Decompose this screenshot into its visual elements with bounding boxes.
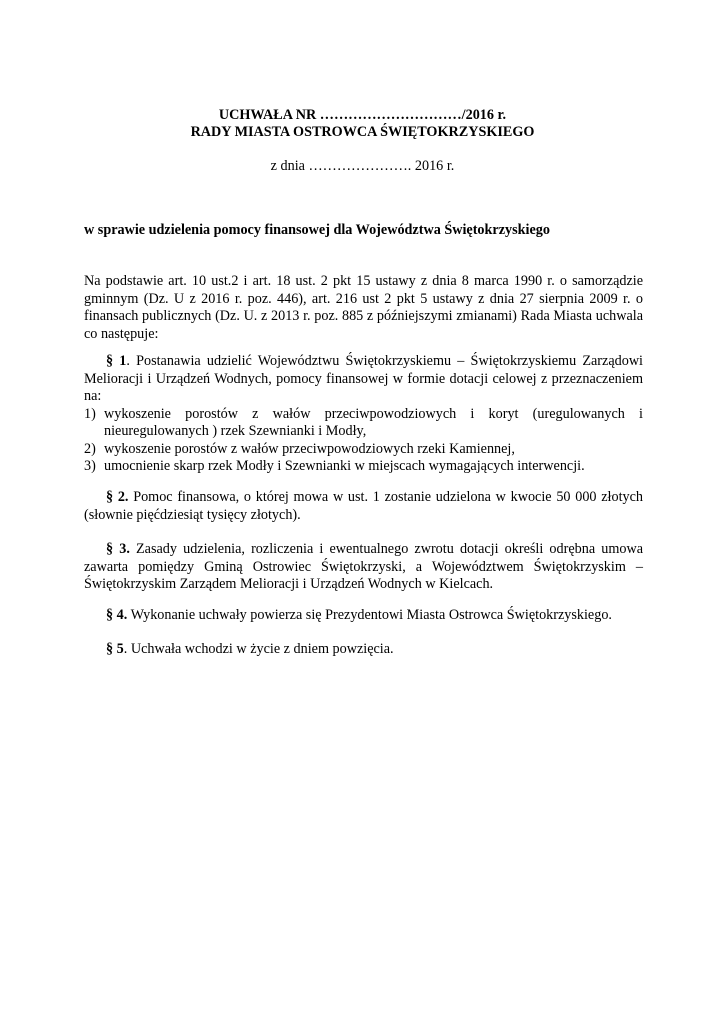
section-1-mark: § 1 (106, 353, 127, 369)
section-1-text (84, 353, 643, 406)
section-1 (84, 353, 643, 476)
section-5 (84, 641, 643, 659)
section-4-mark: § 4. (106, 607, 128, 623)
list-item (84, 441, 643, 459)
list-item-text: wykoszenie porostów z wałów przeciwpowodziowych rzeki Kamiennej, (104, 440, 515, 457)
section-4 (84, 607, 643, 625)
list-item (84, 406, 643, 441)
resolution-date: z dnia …………………. 2016 r. (270, 158, 455, 174)
list-item-text: umocnienie skarp rzek Modły i Szewnianki w miejscach wymagających interwencji. (104, 458, 585, 474)
section-1-body: . Postanawia udzielić Województwu Świętokrzyskiemu – Świętokrzyskiemu Zarządowi Melioracji i Urządzeń Wodnych, pomocy finansowej w formie dotacji celowej z przeznaczeniem na: (84, 353, 644, 404)
council-name: RADY MIASTA OSTROWCA ŚWIĘTOKRZYSKIEGO (190, 124, 535, 140)
list-item-number: 3) (84, 458, 96, 474)
section-4-body: Wykonanie uchwały powierza się Prezydentowi Miasta Ostrowca Świętokrzyskiego. (127, 607, 612, 623)
section-5-mark: § 5 (106, 641, 124, 657)
resolution-title: UCHWAŁA NR …………………………/2016 r. (218, 107, 507, 123)
purpose-list (84, 406, 643, 476)
section-5-body: . Uchwała wchodzi w życie z dniem powzięcia. (123, 641, 394, 657)
resolution-subject: w sprawie udzielenia pomocy finansowej dla Województwa Świętokrzyskiego (84, 222, 550, 238)
section-3-body: Zasady udzielenia, rozliczenia i ewentualnego zwrotu dotacji określi odrębna umowa zawarta pomiędzy Gminą Ostrowiec Świętokrzyski, a Województwem Świętokrzyskim – Świętokrzyskim Zarządem Melioracji i Urządzeń Wodnych w Kielcach. (84, 541, 644, 592)
section-2 (84, 489, 643, 524)
list-item-number: 2) (84, 440, 96, 457)
section-2-body: Pomoc finansowa, o której mowa w ust. 1 zostanie udzielona w kwocie 50 000 złotych (słownie pięćdziesiąt tysięcy złotych). (84, 489, 643, 523)
section-2-mark: § 2. (106, 489, 129, 505)
list-item-text: wykoszenie porostów z wałów przeciwpowodziowych i koryt (uregulowanych i nieuregulowanych ) rzek Szewnianki i Modły, (104, 405, 643, 439)
preamble: Na podstawie art. 10 ust.2 i art. 18 ust. 2 pkt 15 ustawy z dnia 8 marca 1990 r. o samorządzie gminnym (Dz. U z 2016 r. poz. 446), art. 216 ust 2 pkt 5 ustawy z dnia 27 sierpnia 2009 r. o finansach publicznych (Dz. U. z 2013 r. poz. 885 z późniejszymi zmianami) Rada Miasta uchwala co następuje: (84, 273, 643, 342)
list-item-number: 1) (84, 405, 96, 422)
section-3 (84, 541, 643, 594)
list-item (84, 458, 643, 476)
section-3-mark: § 3. (106, 541, 130, 557)
